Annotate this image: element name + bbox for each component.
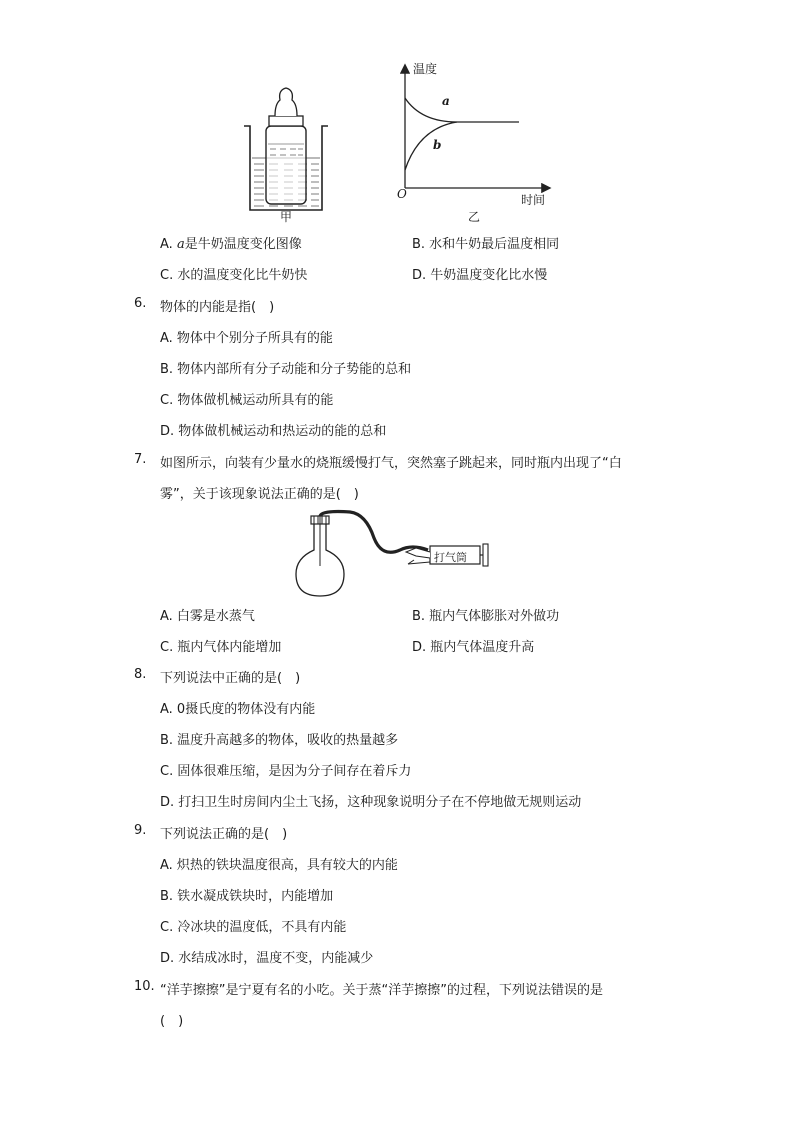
q7-option-b: B. 瓶内气体膨胀对外做功 <box>412 609 560 624</box>
q7-stem-line2: 雾”，关于该现象说法正确的是( ) <box>160 487 359 502</box>
q9-option-d: D. 水结成冰时，温度不变，内能减少 <box>160 951 374 966</box>
q5-option-d: D. 牛奶温度变化比水慢 <box>412 268 548 283</box>
pump-label: 打气筒 <box>434 551 467 564</box>
q8-option-a: A. 0摄氏度的物体没有内能 <box>160 702 316 717</box>
curve-a-label: a <box>442 94 450 108</box>
q5-option-a <box>160 233 302 252</box>
q5-option-b: B. 水和牛奶最后温度相同 <box>412 237 560 252</box>
q6-stem: 物体的内能是指( ) <box>160 300 275 315</box>
q8-option-c: C. 固体很难压缩，是因为分子间存在着斥力 <box>160 764 412 779</box>
q8-option-d: D. 打扫卫生时房间内尘土飞扬，这种现象说明分子在不停地做无规则运动 <box>160 795 582 810</box>
curve-a <box>405 98 519 122</box>
q9-option-c: C. 冷冰块的温度低，不具有内能 <box>160 920 347 935</box>
q8-option-b: B. 温度升高越多的物体，吸收的热量越多 <box>160 733 399 748</box>
q5-option-a-italic: a <box>176 237 185 252</box>
x-axis-label: 时间 <box>521 193 546 207</box>
origin-label: O <box>397 187 407 201</box>
y-axis-label: 温度 <box>413 62 438 76</box>
figure-jia-label: 甲 <box>280 210 293 224</box>
q8-stem: 下列说法中正确的是( ) <box>160 671 301 686</box>
q10-number: 10. <box>134 979 155 994</box>
q5-option-c: C. 水的温度变化比牛奶快 <box>160 268 308 283</box>
q5-option-a-prefix: A. <box>160 237 177 252</box>
q7-option-d: D. 瓶内气体温度升高 <box>412 640 535 655</box>
curve-b-label: b <box>433 138 442 152</box>
q9-number: 9. <box>134 823 147 838</box>
curve-b <box>405 122 457 170</box>
figure-jia-bottle-in-water <box>242 86 332 216</box>
q6-option-b: B. 物体内部所有分子动能和分子势能的总和 <box>160 362 412 377</box>
q9-option-a: A. 炽热的铁块温度很高，具有较大的内能 <box>160 858 398 873</box>
q7-number: 7. <box>134 452 147 467</box>
figure-yi-graph <box>395 62 555 202</box>
q7-stem-line1: 如图所示，向装有少量水的烧瓶缓慢打气，突然塞子跳起来，同时瓶内出现了“白 <box>160 456 622 471</box>
q5-option-a-rest: 是牛奶温度变化图像 <box>184 237 302 252</box>
q10-stem-line2: ( ) <box>160 1014 184 1029</box>
q6-option-c: C. 物体做机械运动所具有的能 <box>160 393 334 408</box>
q6-option-a: A. 物体中个别分子所具有的能 <box>160 331 333 346</box>
figure-yi-label: 乙 <box>468 210 481 224</box>
q7-option-c: C. 瓶内气体内能增加 <box>160 640 282 655</box>
q9-option-b: B. 铁水凝成铁块时，内能增加 <box>160 889 334 904</box>
q10-stem-line1: “洋芋擦擦”是宁夏有名的小吃。关于蒸“洋芋擦擦”的过程，下列说法错误的是 <box>160 983 603 998</box>
q6-option-d: D. 物体做机械运动和热运动的能的总和 <box>160 424 387 439</box>
q7-option-a: A. 白雾是水蒸气 <box>160 609 255 624</box>
q9-stem: 下列说法正确的是( ) <box>160 827 288 842</box>
q6-number: 6. <box>134 296 147 311</box>
q8-number: 8. <box>134 667 147 682</box>
